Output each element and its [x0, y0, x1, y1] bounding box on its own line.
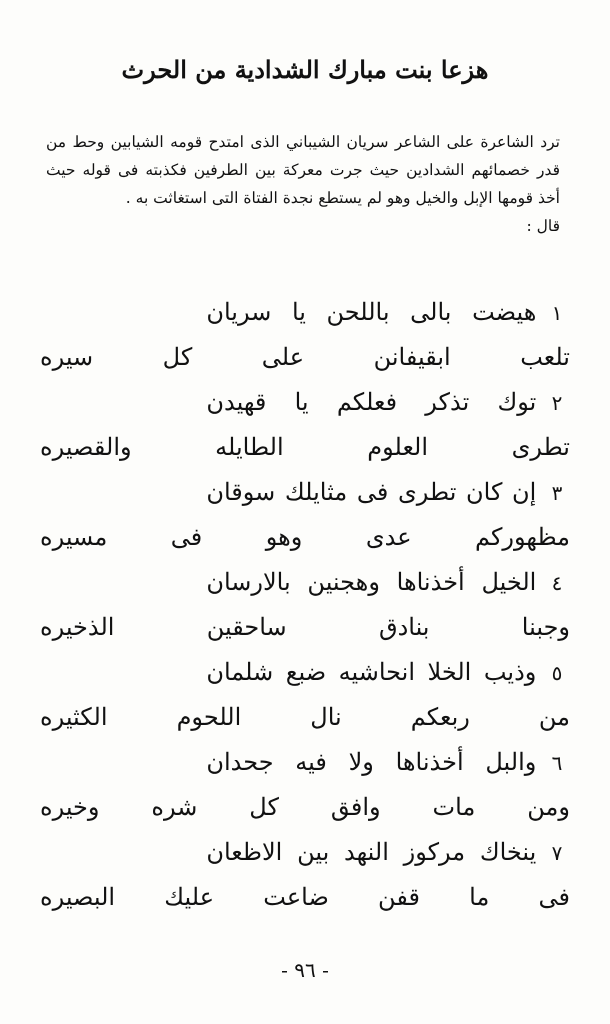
verse-number: ٤: [551, 571, 563, 595]
verse-first-text: إن كان تطرى فى مثايلك سوقان: [206, 478, 537, 506]
verse-second-text: تلعب ابقيفانن على كل سيره: [40, 343, 570, 371]
verse-number: ١: [551, 301, 563, 325]
verse-first-text: وذيب الخلا انحاشيه ضبع شلمان: [206, 658, 537, 686]
verse-7: [40, 830, 570, 920]
verse-first-hemistich: [206, 740, 570, 785]
verse-first-hemistich: [206, 650, 570, 695]
verse-second-text: ومن مات وافق كل شره وخيره: [40, 793, 570, 821]
page-title: هزعا بنت مبارك الشدادية من الحرث: [121, 55, 489, 84]
verse-second-hemistich: [40, 335, 570, 380]
verse-second-hemistich: [40, 515, 570, 560]
verse-first-hemistich: [206, 380, 570, 425]
verse-first-text: والبل أخذناها ولا فيه جحدان: [206, 748, 537, 776]
verse-second-text: فى ما قفن ضاعت عليك البصيره: [40, 883, 570, 911]
verse-first-text: توك تذكر فعلكم يا قهيدن: [206, 388, 537, 416]
verse-second-text: مظهوركم عدى وهو فى مسيره: [40, 523, 570, 551]
verse-second-text: من ربعكم نال اللحوم الكثيره: [40, 703, 570, 731]
verse-first-hemistich: [206, 560, 570, 605]
verse-second-hemistich: [40, 785, 570, 830]
verse-first-hemistich: [206, 830, 570, 875]
verse-second-hemistich: [40, 695, 570, 740]
intro-paragraph: [46, 128, 560, 240]
verse-second-text: وجبنا بنادق ساحقين الذخيره: [40, 613, 570, 641]
verse-4: [40, 560, 570, 650]
poem: [40, 290, 570, 920]
verse-first-hemistich: [206, 470, 570, 515]
intro-text: ترد الشاعرة على الشاعر سريان الشيباني الذى امتدح قومه الشيابين وحط من قدر خصمائهم الشدادين حيث جرت معركة بين الطرفين فكذبته فى قوله حيث أخذ قومها الإبل والخيل وهو لم يستطع نجدة الفتاة التى استغاثت به .: [46, 133, 560, 207]
verse-first-text: هيضت بالى باللحن يا سريان: [206, 298, 537, 326]
verse-first-text: ينخاك مركوز النهد بين الاظعان: [206, 838, 537, 866]
verse-number: ٧: [551, 841, 563, 865]
verse-5: [40, 650, 570, 740]
verse-number: ٢: [551, 391, 563, 415]
intro-qala: قال :: [526, 217, 560, 235]
verse-1: [40, 290, 570, 380]
verse-first-text: الخيل أخذناها وهجنين بالارسان: [206, 568, 537, 596]
verse-number: ٥: [551, 661, 563, 685]
verse-number: ٣: [551, 481, 563, 505]
verse-second-hemistich: [40, 875, 570, 920]
verse-6: [40, 740, 570, 830]
verse-first-hemistich: [206, 290, 570, 335]
verse-second-text: تطرى العلوم الطايله والقصيره: [40, 433, 570, 461]
verse-2: [40, 380, 570, 470]
verse-second-hemistich: [40, 425, 570, 470]
page-number: - ٩٦ -: [281, 958, 329, 982]
verse-3: [40, 470, 570, 560]
verse-number: ٦: [551, 751, 563, 775]
verse-second-hemistich: [40, 605, 570, 650]
